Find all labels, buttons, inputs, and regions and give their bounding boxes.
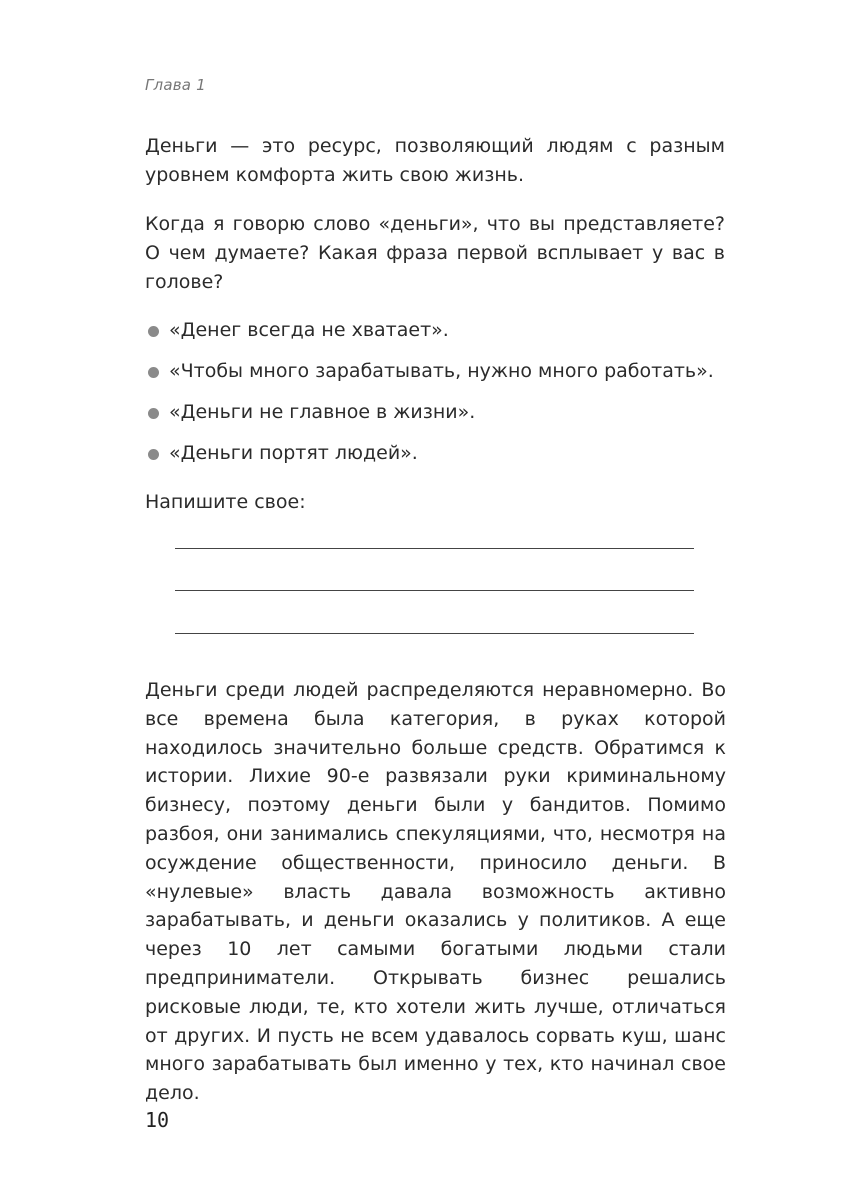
list-item-text: «Деньги не главное в жизни».: [169, 401, 476, 423]
list-item-text: «Чтобы много зарабатывать, нужно много работать».: [169, 360, 714, 382]
answer-line-1: [175, 548, 694, 549]
list-item-text: «Деньги портят людей».: [169, 442, 418, 464]
history-paragraph: Деньги среди людей распределяются неравномерно. Во все времена была категория, в руках которой находилось значительно больше средств. Обратимся к истории. Лихие 90-е развязали руки криминальному бизнесу, поэтому деньги были у бандитов. Помимо разбоя, они занимались спекуляциями, что, несмотря на осуждение общественности, приносило деньги. В «нулевые» власть давала возможность активно зарабатывать, и деньги оказались у политиков. А еще через 10 лет самыми богатыми людьми стали предприниматели. Открывать бизнес решались рисковые люди, те, кто хотели жить лучше, отличаться от других. И пусть не всем удавалось сорвать куш, шанс много зарабатывать был именно у тех, кто начинал свое дело.: [145, 679, 726, 1105]
answer-line-3: [175, 633, 694, 634]
list-item: [145, 357, 765, 398]
bullet-dot-icon: [148, 326, 159, 337]
chapter-header: Глава 1: [145, 76, 206, 94]
bullet-dot-icon: [148, 367, 159, 378]
list-item: [145, 439, 765, 480]
exercise-prompt: Напишите свое:: [145, 491, 306, 513]
bullet-dot-icon: [148, 449, 159, 460]
list-item-text: «Денег всегда не хватает».: [169, 319, 449, 341]
intro-paragraph: Деньги — это ресурс, позволяющий людям с разным уровнем комфорта жить свою жизнь.: [145, 135, 725, 186]
page-number: 10: [145, 1108, 170, 1132]
list-item: [145, 398, 765, 439]
bullet-dot-icon: [148, 408, 159, 419]
answer-line-2: [175, 590, 694, 591]
list-item: [145, 316, 765, 357]
beliefs-list: [145, 316, 765, 480]
question-paragraph: Когда я говорю слово «деньги», что вы представляете? О чем думаете? Какая фраза первой всплывает у вас в голове?: [145, 213, 725, 293]
